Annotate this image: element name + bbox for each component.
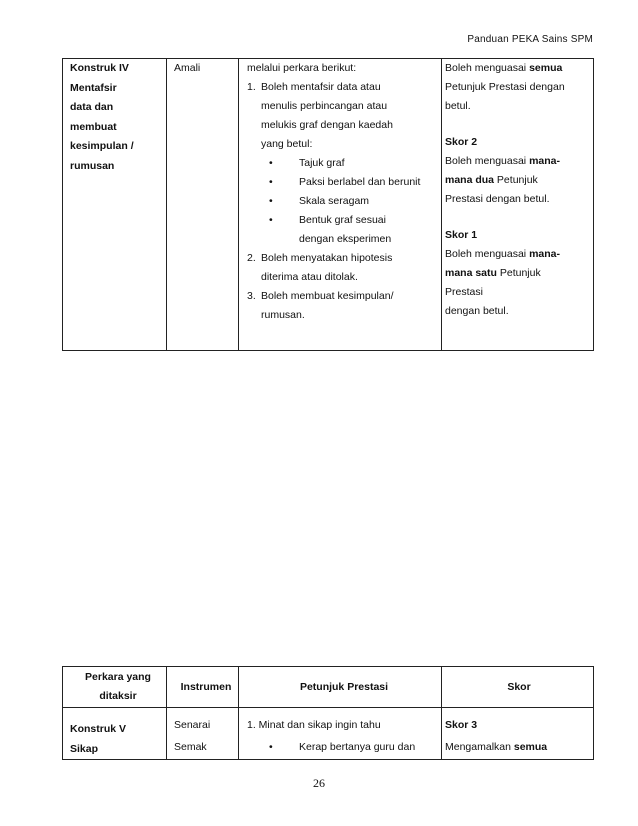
bullet-icon: • <box>269 741 273 753</box>
bullet-item <box>247 211 441 230</box>
assessment-table <box>62 666 594 760</box>
construct-line: Konstruk IV <box>70 62 129 74</box>
construct-cell <box>63 708 167 760</box>
construct-line: data dan <box>70 101 114 113</box>
bullet-text: Kerap bertanya guru dan <box>299 741 416 753</box>
score-emphasis: mana- <box>529 248 560 260</box>
indicator-item <box>247 78 441 97</box>
score-emphasis: semua <box>529 62 563 74</box>
score-text: Petunjuk <box>496 267 541 279</box>
item-text: Boleh menyatakan hipotesis <box>261 252 393 264</box>
table-header-row <box>63 667 594 708</box>
page-number: 26 <box>313 776 325 790</box>
score-text: Prestasi dengan betul. <box>445 193 550 205</box>
bullet-icon: • <box>269 214 273 226</box>
construct-line: rumusan <box>70 159 115 172</box>
score-emphasis: mana- <box>529 155 560 167</box>
assessment-table-continued <box>62 58 594 351</box>
score-emphasis: mana satu <box>445 267 497 279</box>
item-text: diterima atau ditolak. <box>261 271 358 283</box>
score-heading: Skor 2 <box>445 136 478 148</box>
instrument-text: Senarai <box>174 719 211 731</box>
score-text: Boleh menguasai <box>445 155 530 167</box>
table-row <box>63 708 594 760</box>
score-text <box>445 736 593 758</box>
bullet-item <box>247 736 441 758</box>
instrument-text: Semak <box>174 741 207 753</box>
bullet-icon: • <box>269 176 273 188</box>
bullet-text: Paksi berlabel dan berunit <box>299 176 421 188</box>
bullet-text: Tajuk graf <box>299 157 345 169</box>
indicator-item <box>247 287 441 306</box>
score-text <box>445 171 593 190</box>
table-row <box>63 59 594 351</box>
score-cell <box>442 59 594 351</box>
bullet-item <box>247 192 441 211</box>
header-line: ditaksir <box>99 690 137 702</box>
score-emphasis: semua <box>513 741 548 753</box>
header-line: Perkara yang <box>85 670 151 683</box>
bullet-item <box>247 154 441 173</box>
score-text: dengan betul. <box>445 305 509 317</box>
item-text: rumusan. <box>261 309 305 321</box>
bullet-text: dengan eksperimen <box>299 233 392 245</box>
construct-line: Konstruk V <box>70 723 127 735</box>
construct-line: membuat <box>70 120 117 133</box>
item-number: 3. <box>247 290 256 302</box>
column-header: Petunjuk Prestasi <box>239 667 442 708</box>
score-text <box>445 59 593 78</box>
score-emphasis: mana dua <box>445 174 495 186</box>
score-text: Prestasi <box>445 286 483 298</box>
construct-line: Mentafsir <box>70 81 117 94</box>
instrument-cell <box>167 59 239 351</box>
instrument-text: Amali <box>174 62 201 74</box>
bullet-item <box>247 173 441 192</box>
item-number: 1. <box>247 81 256 93</box>
column-header <box>63 667 167 708</box>
score-heading: Skor 1 <box>445 229 478 241</box>
construct-line: kesimpulan / <box>70 140 134 152</box>
item-text: Boleh membuat kesimpulan/ <box>261 290 394 302</box>
page-header: Panduan PEKA Sains SPM <box>467 34 593 45</box>
score-text: Boleh menguasai <box>445 248 530 260</box>
construct-cell <box>63 59 167 351</box>
indicator-item <box>247 249 441 268</box>
score-text <box>445 264 593 283</box>
score-text: Petunjuk <box>494 174 538 186</box>
score-text: Mengamalkan <box>445 741 514 753</box>
bullet-icon: • <box>269 195 273 207</box>
column-header: Skor <box>442 667 594 708</box>
score-cell <box>442 708 594 760</box>
score-text: Petunjuk Prestasi dengan <box>445 81 565 93</box>
construct-line: Sikap <box>70 742 99 755</box>
indicator-intro: melalui perkara berikut: <box>247 62 357 74</box>
score-text: Boleh menguasai <box>445 62 530 74</box>
indicator-cell <box>239 708 442 760</box>
column-header: Instrumen <box>167 667 239 708</box>
item-text: yang betul: <box>261 138 313 150</box>
score-text: betul. <box>445 100 471 112</box>
bullet-text: Bentuk graf sesuai <box>299 214 386 226</box>
item-text: melukis graf dengan kaedah <box>261 119 393 131</box>
indicator-item: 1. Minat dan sikap ingin tahu <box>247 719 381 731</box>
score-text <box>445 152 593 171</box>
score-text <box>445 245 593 264</box>
item-number: 2. <box>247 252 256 264</box>
indicator-cell <box>239 59 442 351</box>
score-heading: Skor 3 <box>445 719 478 731</box>
bullet-icon: • <box>269 157 273 169</box>
bullet-text: Skala seragam <box>299 195 370 207</box>
item-text: Boleh mentafsir data atau <box>261 81 381 93</box>
item-text: menulis perbincangan atau <box>261 100 388 112</box>
instrument-cell <box>167 708 239 760</box>
